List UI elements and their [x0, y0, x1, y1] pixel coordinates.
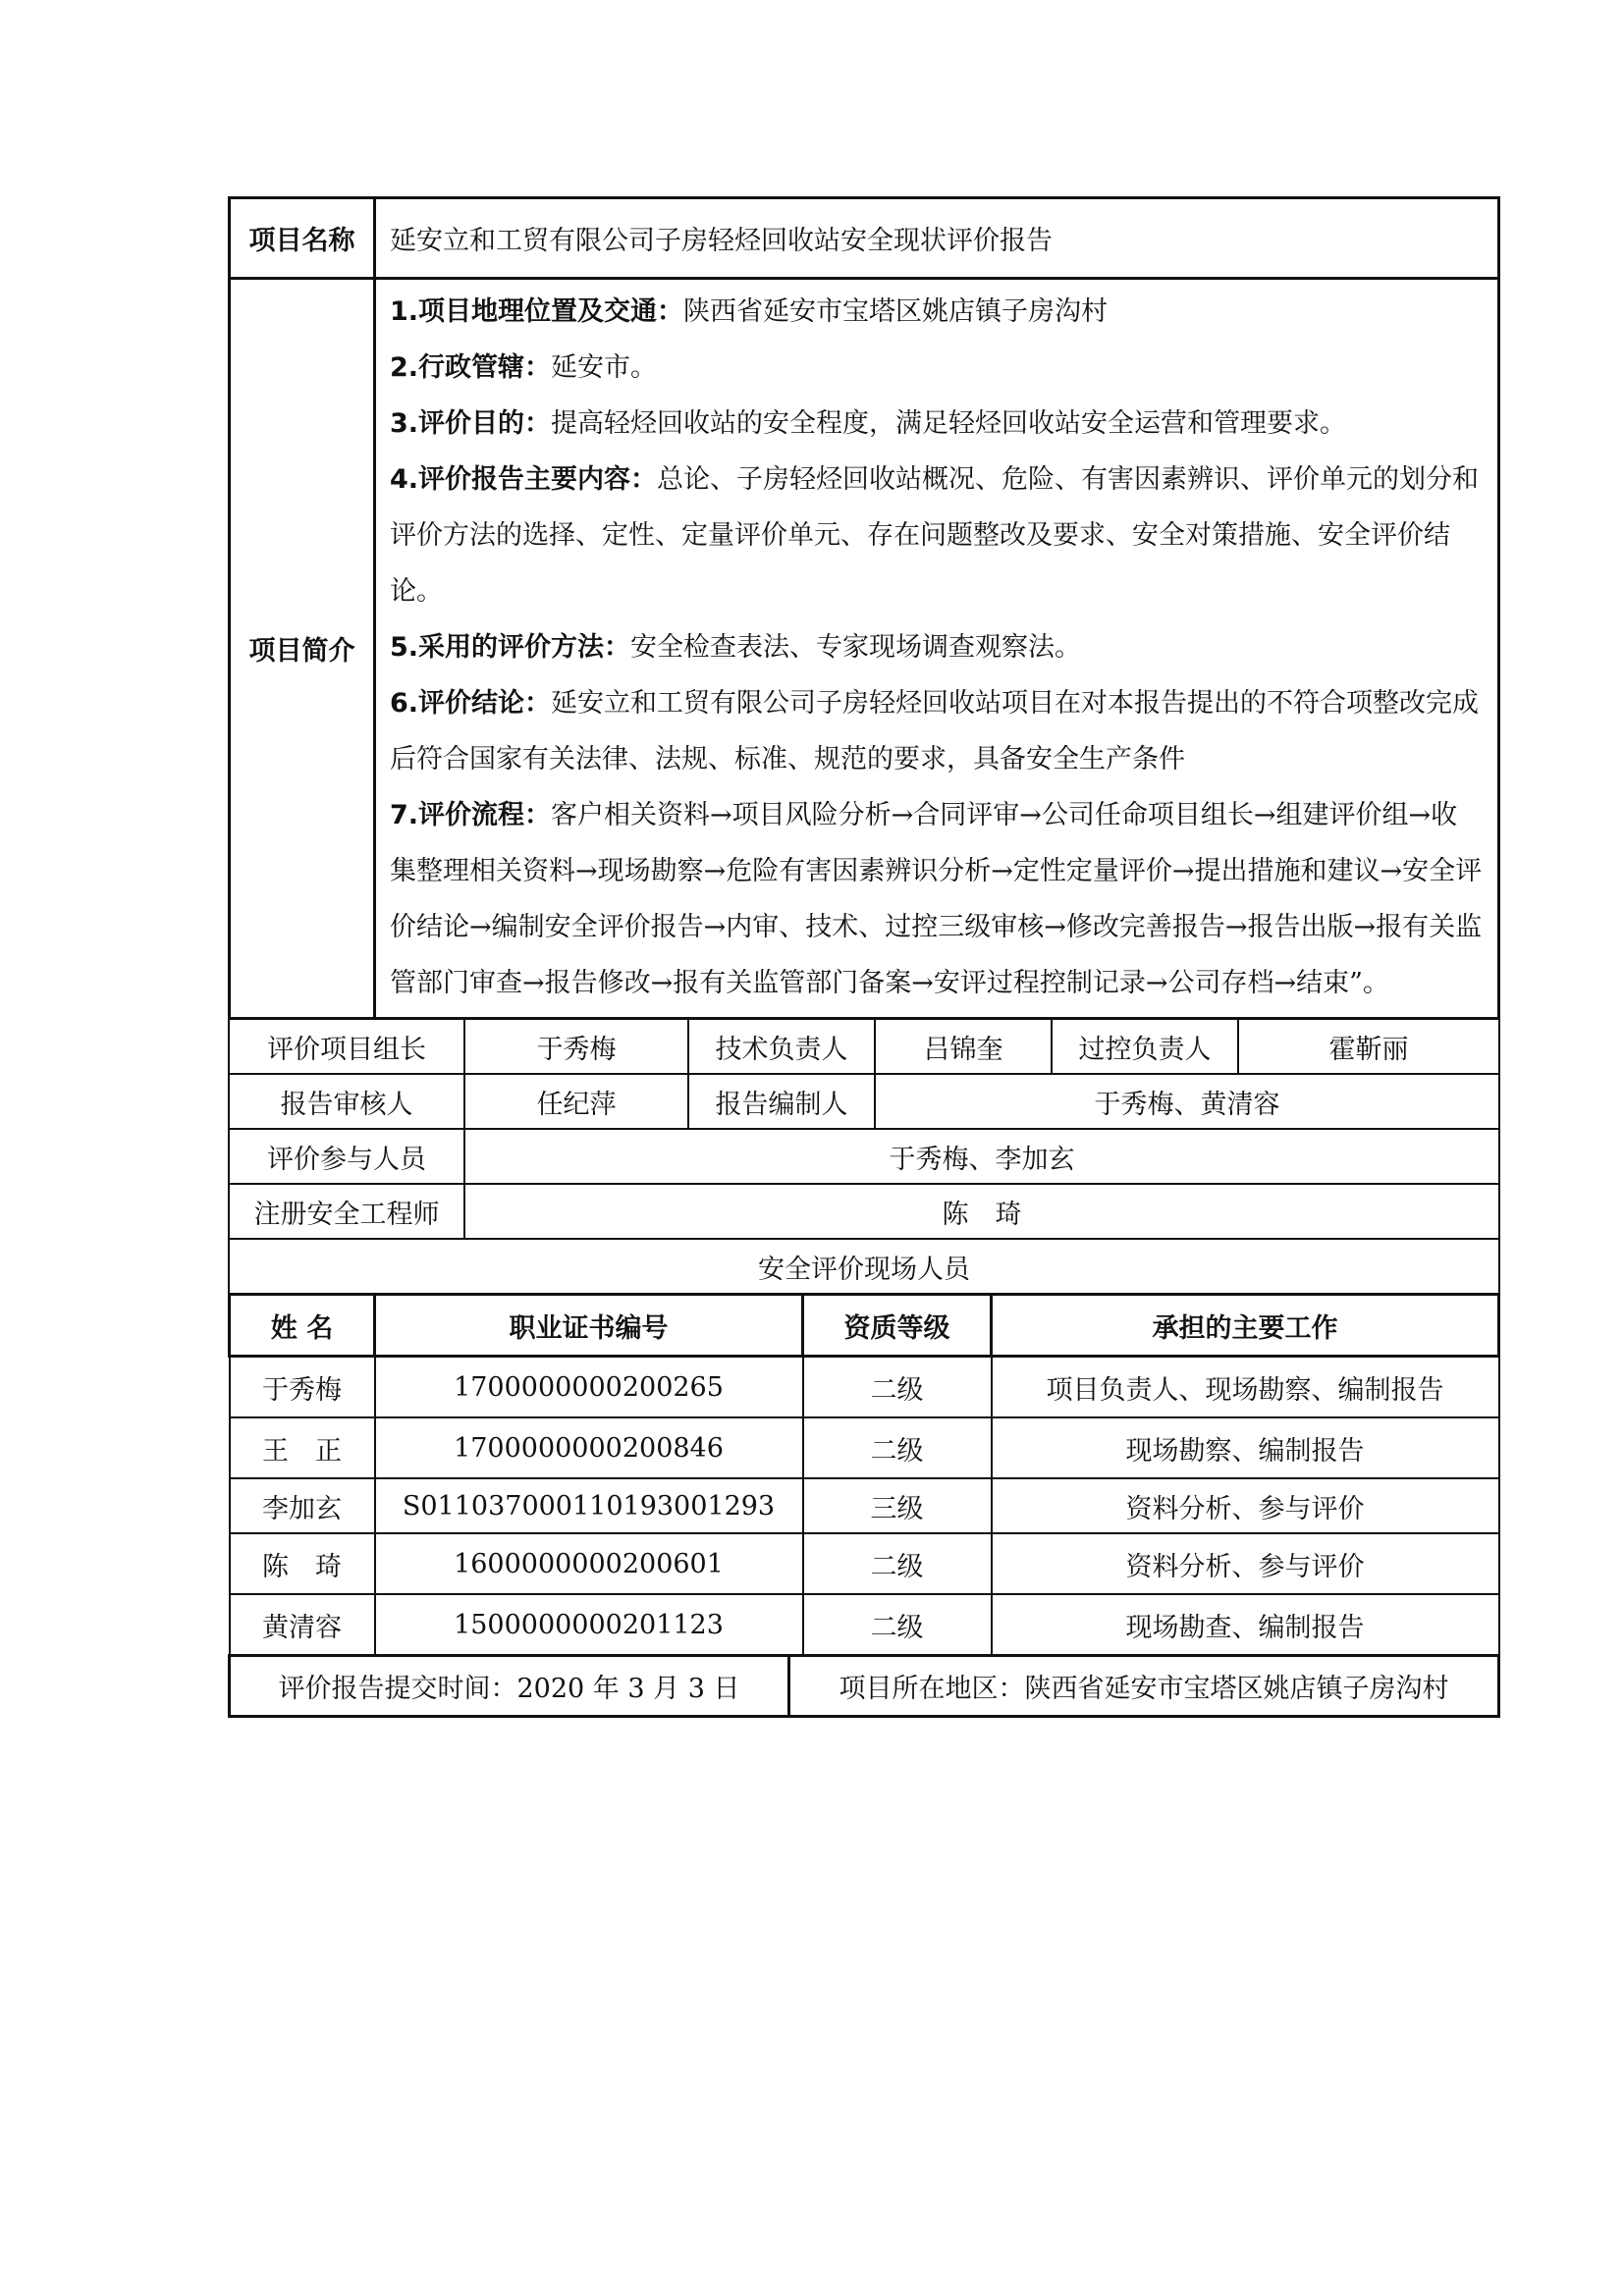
cell-work: 现场勘察、编制报告	[992, 1417, 1499, 1478]
control-value: 霍靳丽	[1238, 1019, 1499, 1074]
reviewer-label: 报告审核人	[229, 1074, 464, 1129]
writer-value: 于秀梅、黄清容	[875, 1074, 1499, 1129]
cell-cert: 1500000000201123	[375, 1594, 803, 1655]
intro-item: 7.评价流程：客户相关资料→项目风险分析→合同评审→公司任命项目组长→组建评价组→收集整理相关资料→现场勘察→危险有害因素辨识分析→定性定量评价→提出措施和建议→安全评价结论→编制安全评价报告→内审、技术、过控三级审核→修改完善报告→报告出版→报有关监管部门审查→报告修改→报有关监管部门备案→安评过程控制记录→公司存档→结束”。	[390, 800, 1483, 998]
cell-cert: 1600000000200601	[375, 1533, 803, 1594]
engineer-label: 注册安全工程师	[229, 1184, 464, 1239]
cell-level: 二级	[803, 1357, 992, 1418]
intro-item: 3.评价目的：提高轻烃回收站的安全程度，满足轻烃回收站安全运营和管理要求。	[390, 408, 1347, 439]
cell-level: 二级	[803, 1533, 992, 1594]
header-work: 承担的主要工作	[992, 1295, 1499, 1357]
project-name-label: 项目名称	[230, 198, 375, 279]
onsite-title: 安全评价现场人员	[229, 1239, 1499, 1294]
table-row	[230, 1478, 1499, 1533]
table-row	[230, 1594, 1499, 1655]
reviewer-value: 任纪萍	[464, 1074, 688, 1129]
cell-work: 资料分析、参与评价	[992, 1478, 1499, 1533]
cell-name: 黄清容	[230, 1594, 375, 1655]
engineer-value: 陈 琦	[464, 1184, 1499, 1239]
cell-level: 二级	[803, 1594, 992, 1655]
tech-value: 吕锦奎	[875, 1019, 1052, 1074]
header-cert: 职业证书编号	[375, 1295, 803, 1357]
cell-work: 资料分析、参与评价	[992, 1533, 1499, 1594]
footer-table	[228, 1654, 1500, 1718]
table-row	[230, 1417, 1499, 1478]
cell-name: 王 正	[230, 1417, 375, 1478]
staff-table	[228, 1018, 1500, 1295]
intro-item: 4.评价报告主要内容：总论、子房轻烃回收站概况、危险、有害因素辨识、评价单元的划分和评价方法的选择、定性、定量评价单元、存在问题整改及要求、安全对策措施、安全评价结论。	[390, 464, 1480, 607]
onsite-table	[228, 1293, 1500, 1656]
cell-cert: 1700000000200846	[375, 1417, 803, 1478]
cell-level: 二级	[803, 1417, 992, 1478]
project-name-value: 延安立和工贸有限公司子房轻烃回收站安全现状评价报告	[375, 198, 1499, 279]
cell-cert: 1700000000200265	[375, 1357, 803, 1418]
project-region: 项目所在地区：陕西省延安市宝塔区姚店镇子房沟村	[789, 1656, 1499, 1717]
cell-cert: S011037000110193001293	[375, 1478, 803, 1533]
intro-item: 2.行政管辖：延安市。	[390, 352, 658, 383]
cell-level: 三级	[803, 1478, 992, 1533]
cell-name: 陈 琦	[230, 1533, 375, 1594]
submit-time: 评价报告提交时间：2020 年 3 月 3 日	[230, 1656, 789, 1717]
participants-label: 评价参与人员	[229, 1129, 464, 1184]
cell-name: 于秀梅	[230, 1357, 375, 1418]
cell-work: 项目负责人、现场勘察、编制报告	[992, 1357, 1499, 1418]
header-level: 资质等级	[803, 1295, 992, 1357]
cell-work: 现场勘查、编制报告	[992, 1594, 1499, 1655]
table-row	[230, 1533, 1499, 1594]
writer-label: 报告编制人	[688, 1074, 875, 1129]
cell-name: 李加玄	[230, 1478, 375, 1533]
participants-value: 于秀梅、李加玄	[464, 1129, 1499, 1184]
leader-value: 于秀梅	[464, 1019, 688, 1074]
intro-item: 6.评价结论：延安立和工贸有限公司子房轻烃回收站项目在对本报告提出的不符合项整改完成后符合国家有关法律、法规、标准、规范的要求，具备安全生产条件	[390, 688, 1480, 774]
control-label: 过控负责人	[1052, 1019, 1238, 1074]
intro-item: 5.采用的评价方法：安全检查表法、专家现场调查观察法。	[390, 632, 1082, 663]
project-intro	[375, 279, 1499, 1019]
report-form	[228, 196, 1500, 1718]
leader-label: 评价项目组长	[229, 1019, 464, 1074]
table-row	[230, 1357, 1499, 1418]
header-name: 姓 名	[230, 1295, 375, 1357]
intro-item: 1.项目地理位置及交通：陕西省延安市宝塔区姚店镇子房沟村	[390, 296, 1109, 327]
project-intro-label: 项目简介	[230, 279, 375, 1019]
tech-label: 技术负责人	[688, 1019, 875, 1074]
project-table	[228, 196, 1500, 1020]
